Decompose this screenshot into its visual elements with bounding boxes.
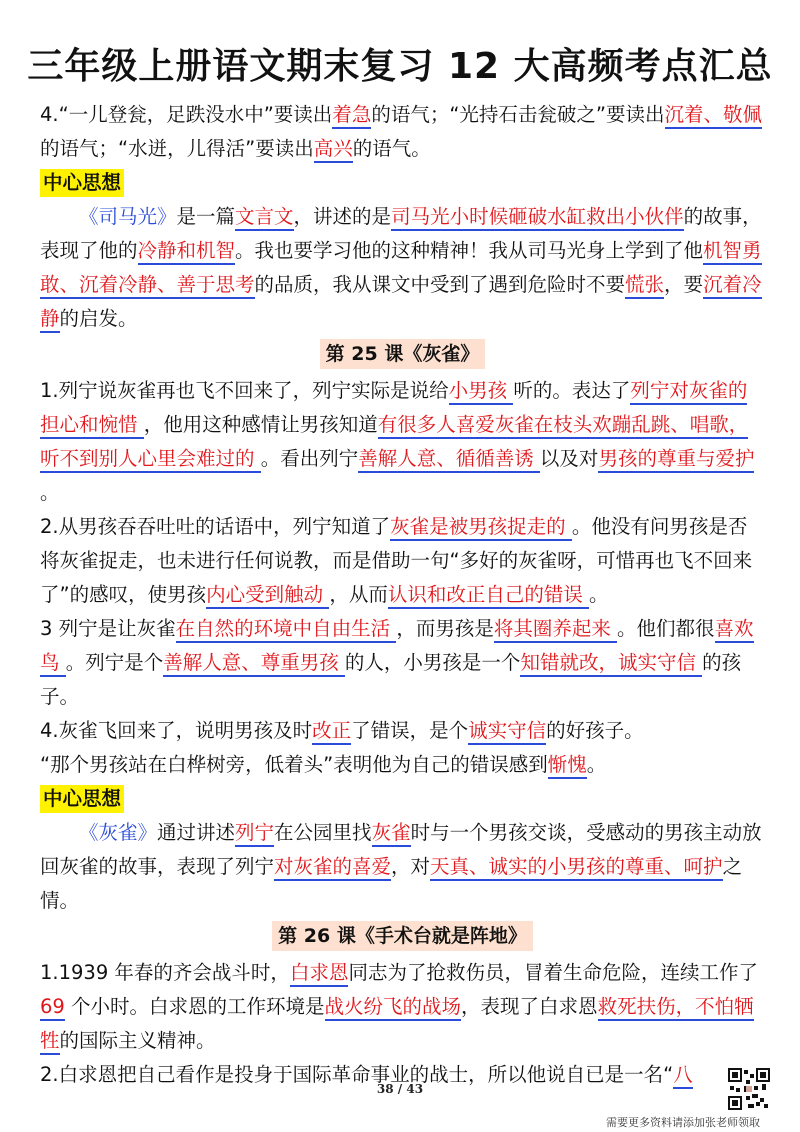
paragraph-huique-q4: 4.灰雀飞回来了，说明男孩及时改正了错误，是个诚实守信的好孩子。 [40,714,765,748]
answer: 沉着、敬佩 [665,103,763,129]
page-title: 三年级上册语文期末复习 12 大高频考点汇总 [27,46,773,87]
paragraph-huique-quote: “那个男孩站在白桦树旁，低着头”表明他为自己的错误感到惭愧。 [40,748,765,782]
answer: 有很多人喜爱灰雀在枝头欢蹦乱跳、唱歌，听不到别人心里会难过的 [40,413,748,473]
answer: 白求恩 [290,961,349,987]
lesson-heading-26: 第 26 课《手术台就是阵地》 [272,921,533,951]
document-body [40,98,765,1092]
footer-note: 需要更多资料请添加张老师领取 [606,1116,760,1129]
answer: 认识和改正自己的错误 [388,583,589,609]
answer: 司马光小时候砸破水缸救出小伙伴 [391,205,684,231]
paragraph-huique-q3: 3 列宁是让灰雀在自然的环境中自由生活 ，而男孩是将其圈养起来 。他们都很喜欢鸟 。列宁是个善解人意、尊重男孩 的人，小男孩是一个知错就改，诚实守信 的孩子。 [40,617,754,708]
page-number: 38 / 43 [376,1082,424,1096]
lesson-heading-25: 第 25 课《灰雀》 [320,339,486,369]
answer: 机智勇敢、沉着冷静、善于思考 [40,239,762,299]
answer: 惭愧 [548,753,587,779]
answer: 八 [673,1063,693,1089]
section-heading-central-idea: 中心思想 [40,169,124,197]
answer: 列宁 [235,821,274,847]
paragraph-simaguang-summary: 《司马光》是一篇文言文，讲述的是司马光小时候砸破水缸救出小伙伴的故事，表现了他的冷静和机智。我也要学习他的这种精神！我从司马光身上学到了他机智勇敢、沉着冷静、善于思考的品质，我从课文中受到了遇到危险时不要慌张，要沉着冷静的启发。 [40,200,765,336]
answer: 小男孩 [449,379,514,405]
answer: 慌张 [625,273,664,299]
answer: 69 [40,995,65,1021]
book-title: 《灰雀》 [79,821,158,844]
answer: 沉着冷静 [40,273,762,333]
paragraph-bethune-q2: 2.白求恩把自己看作是投身于国际革命事业的战士，所以他说自已是一名“八 [40,1058,765,1092]
answer: 着急 [332,103,371,129]
answer: 高兴 [314,137,353,163]
section-heading-central-idea: 中心思想 [40,785,124,813]
paragraph-huique-summary: 《灰雀》通过讲述列宁在公园里找灰雀时与一个男孩交谈，受感动的男孩主动放回灰雀的故事，表现了列宁对灰雀的喜爱，对天真、诚实的小男孩的尊重、呵护之情。 [40,821,762,912]
paragraph-reading-tone: 4.“一儿登瓮，足跌没水中”要读出着急的语气；“光持石击瓮破之”要读出沉着、敬佩的语气；“水迸，儿得活”要读出高兴的语气。 [40,98,765,166]
answer: 改正 [312,719,351,745]
answer: 善解人意、循循善诱 [358,447,540,473]
answer: 列宁对灰雀的担心和惋惜 [40,379,747,439]
answer: 灰雀是被男孩捉走的 [390,515,572,541]
answer: 善解人意、尊重男孩 [163,651,345,677]
answer: 冷静和机智 [138,239,236,265]
answer: 战火纷飞的战场 [325,995,462,1021]
answer: 救死扶伤，不怕牺牲 [40,995,754,1055]
answer: 男孩的尊重与爱护 [598,447,754,473]
answer: 诚实守信 [468,719,546,745]
paragraph-bethune-q1: 1.1939 年春的齐会战斗时，白求恩同志为了抢救伤员，冒着生命危险，连续工作了 69 个小时。白求恩的工作环境是战火纷飞的战场，表现了白求恩救死扶伤，不怕牺牲的国际主义精神。 [40,956,765,1058]
book-title: 《司马光》 [79,205,177,228]
answer: 内心受到触动 [206,583,329,609]
answer: 在自然的环境中自由生活 [176,617,397,643]
qr-code-icon [728,1068,770,1110]
answer: 知错就改，诚实守信 [520,651,702,677]
answer: 喜欢鸟 [40,617,754,677]
answer: 文言文 [235,205,294,231]
paragraph-huique-q1: 1.列宁说灰雀再也飞不回来了，列宁实际是说给小男孩 听的。表达了列宁对灰雀的担心和惋惜 ，他用这种感情让男孩知道有很多人喜爱灰雀在枝头欢蹦乱跳、唱歌，听不到别人心里会难过的 。看出列宁善解人意、循循善诱 以及对男孩的尊重与爱护 。 [40,379,755,504]
answer: 灰雀 [372,821,411,847]
paragraph-huique-q2: 2.从男孩吞吞吐吐的话语中，列宁知道了灰雀是被男孩捉走的 。他没有问男孩是否将灰雀捉走，也未进行任何说教，而是借助一句“多好的灰雀呀，可惜再也飞不回来了”的感叹，使男孩内心受到触动 ，从而认识和改正自己的错误 。 [40,510,765,612]
answer: 天真、诚实的小男孩的尊重、呵护 [430,855,723,881]
answer: 对灰雀的喜爱 [274,855,391,881]
answer: 将其圈养起来 [494,617,617,643]
